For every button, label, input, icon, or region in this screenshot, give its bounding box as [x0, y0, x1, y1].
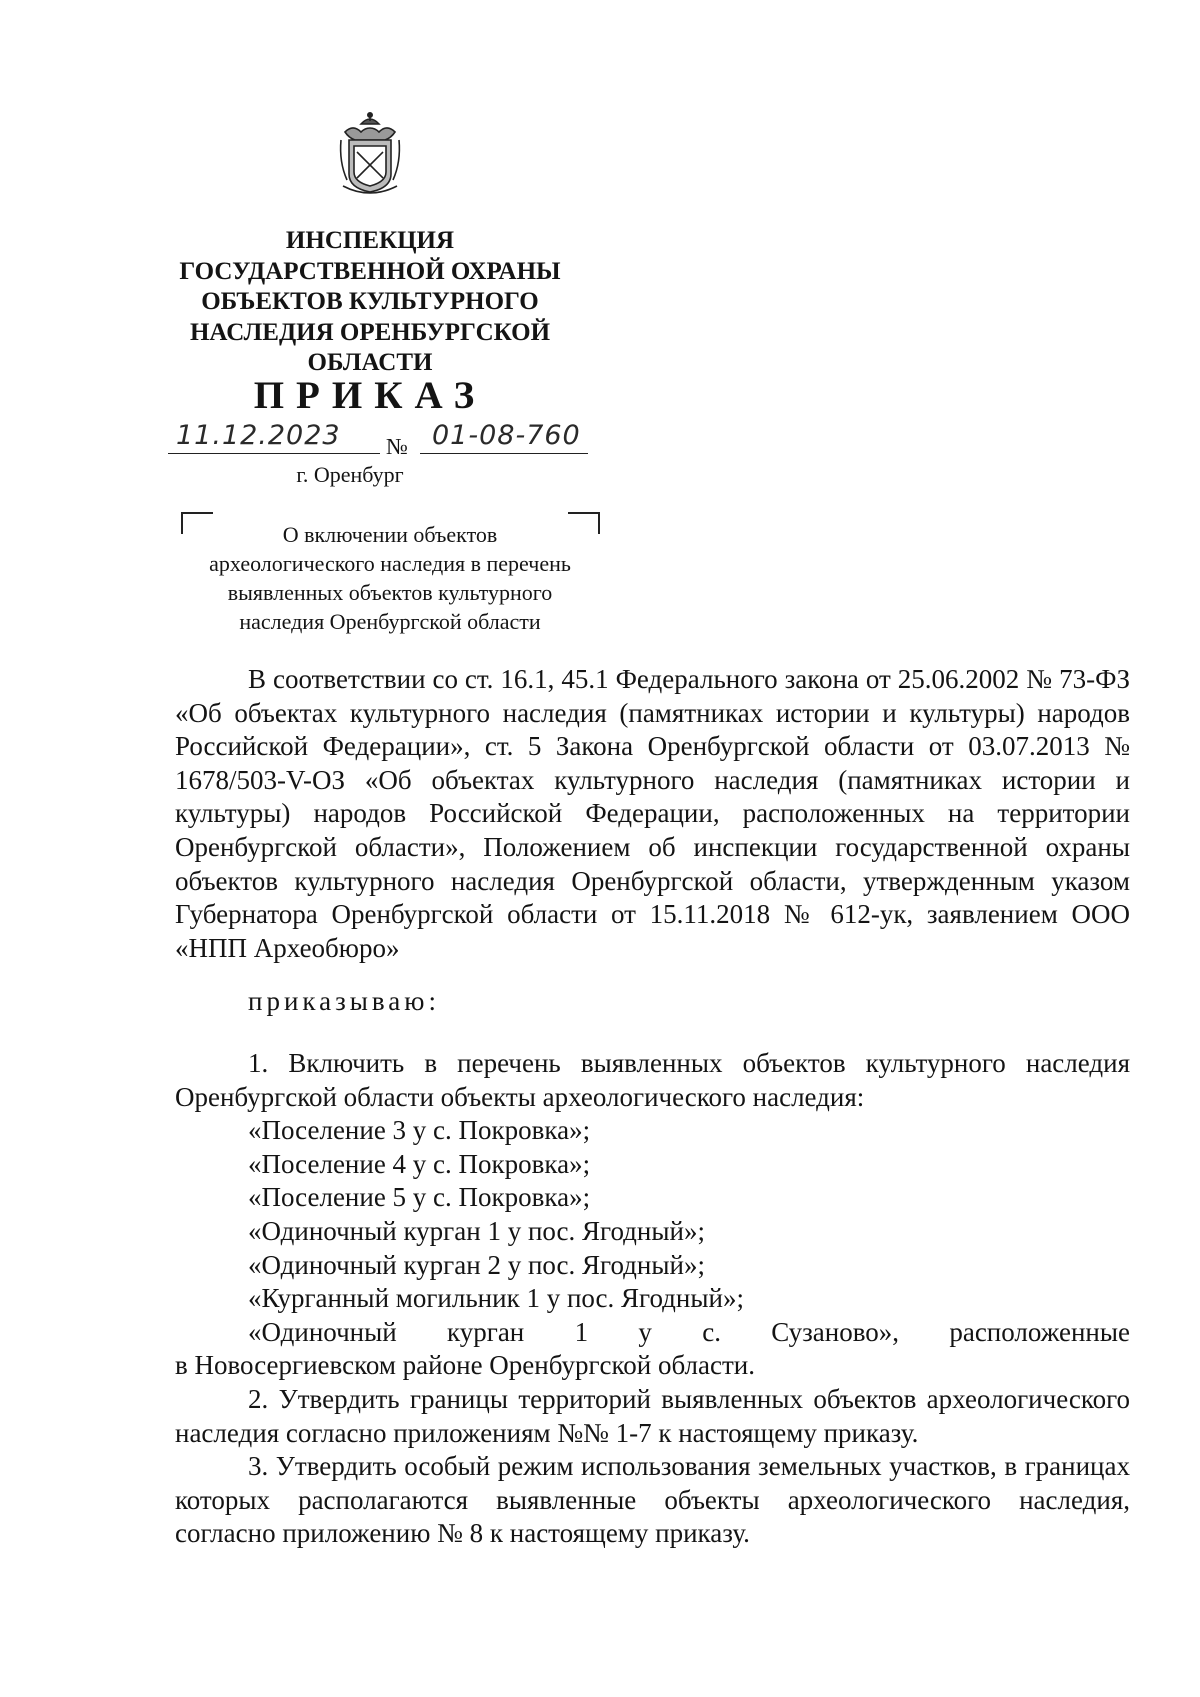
authority-line: ОБЪЕКТОВ КУЛЬТУРНОГО: [201, 288, 539, 315]
subject-line: О включении объектов: [282, 522, 498, 547]
order-subject: [160, 520, 620, 636]
authority-line: ИНСПЕКЦИЯ: [285, 227, 455, 254]
issuing-authority: [140, 226, 600, 379]
order-date: 11.12.2023: [176, 420, 341, 451]
number-sign: №: [386, 434, 408, 459]
authority-line: ГОСУДАРСТВЕННОЙ ОХРАНЫ: [179, 257, 561, 285]
list-item: «Поселение 5 у с. Покровка»;: [248, 1182, 591, 1213]
item-2: 2. Утвердить границы территорий выявленных объектов археологического наследия согласно приложениям №№ 1-7 к настоящему приказу.: [175, 1383, 1130, 1448]
date-underline: [168, 453, 380, 454]
authority-line: ОБЛАСТИ: [307, 349, 433, 376]
authority-line: НАСЛЕДИЯ ОРЕНБУРГСКОЙ: [189, 318, 551, 346]
subject-line: археологического наследия в перечень: [209, 551, 571, 576]
list-item: «Курганный могильник 1 у пос. Ягодный»;: [248, 1283, 744, 1314]
list-item-last: «Одиночный курган 1 у с. Сузаново», расположенные: [248, 1316, 1130, 1347]
list-item: «Поселение 3 у с. Покровка»;: [248, 1115, 591, 1146]
document-type-title: ПРИКАЗ: [253, 374, 487, 417]
legal-basis-paragraph: В соответствии со ст. 16.1, 45.1 Федерального закона от 25.06.2002 № 73-ФЗ «Об объектах культурного наследия (памятниках истории и культуры) народов Российской Федерации», ст. 5 Закона Оренбургской области от 03.07.2013 № 1678/503-V-ОЗ «Об объектах культурного наследия (памятниках истории и культуры) народов Российской Федерации, расположенных на территории Оренбургской области», Положением об инспекции государственной охраны объектов культурного наследия Оренбургской области, утвержденным указом Губернатора Оренбургской области от 15.11.2018 № 612-ук, заявлением ООО «НПП Археобюро»: [175, 664, 1130, 963]
decree-word: приказываю:: [248, 986, 440, 1016]
list-item: «Поселение 4 у с. Покровка»;: [248, 1148, 591, 1179]
number-underline: [420, 453, 588, 454]
item-1-intro: 1. Включить в перечень выявленных объектов культурного наследия Оренбургской области объекты археологического наследия:: [175, 1048, 1130, 1112]
item-3: 3. Утвердить особый режим использования земельных участков, в границах которых располагаются выявленные объекты археологического наследия, согласно приложению № 8 к настоящему приказу.: [175, 1451, 1130, 1549]
place-of-issue: г. Оренбург: [296, 462, 404, 487]
order-body: [175, 1047, 1130, 1551]
coat-of-arms-icon: [337, 110, 403, 196]
subject-line: выявленных объектов культурного: [227, 580, 553, 605]
list-item: «Одиночный курган 2 у пос. Ягодный»;: [248, 1249, 705, 1280]
subject-line: наследия Оренбургской области: [239, 609, 541, 634]
list-item: «Одиночный курган 1 у пос. Ягодный»;: [248, 1215, 705, 1246]
order-number: 01-08-760: [432, 420, 581, 451]
item-1-tail: в Новосергиевском районе Оренбургской области.: [175, 1350, 755, 1381]
